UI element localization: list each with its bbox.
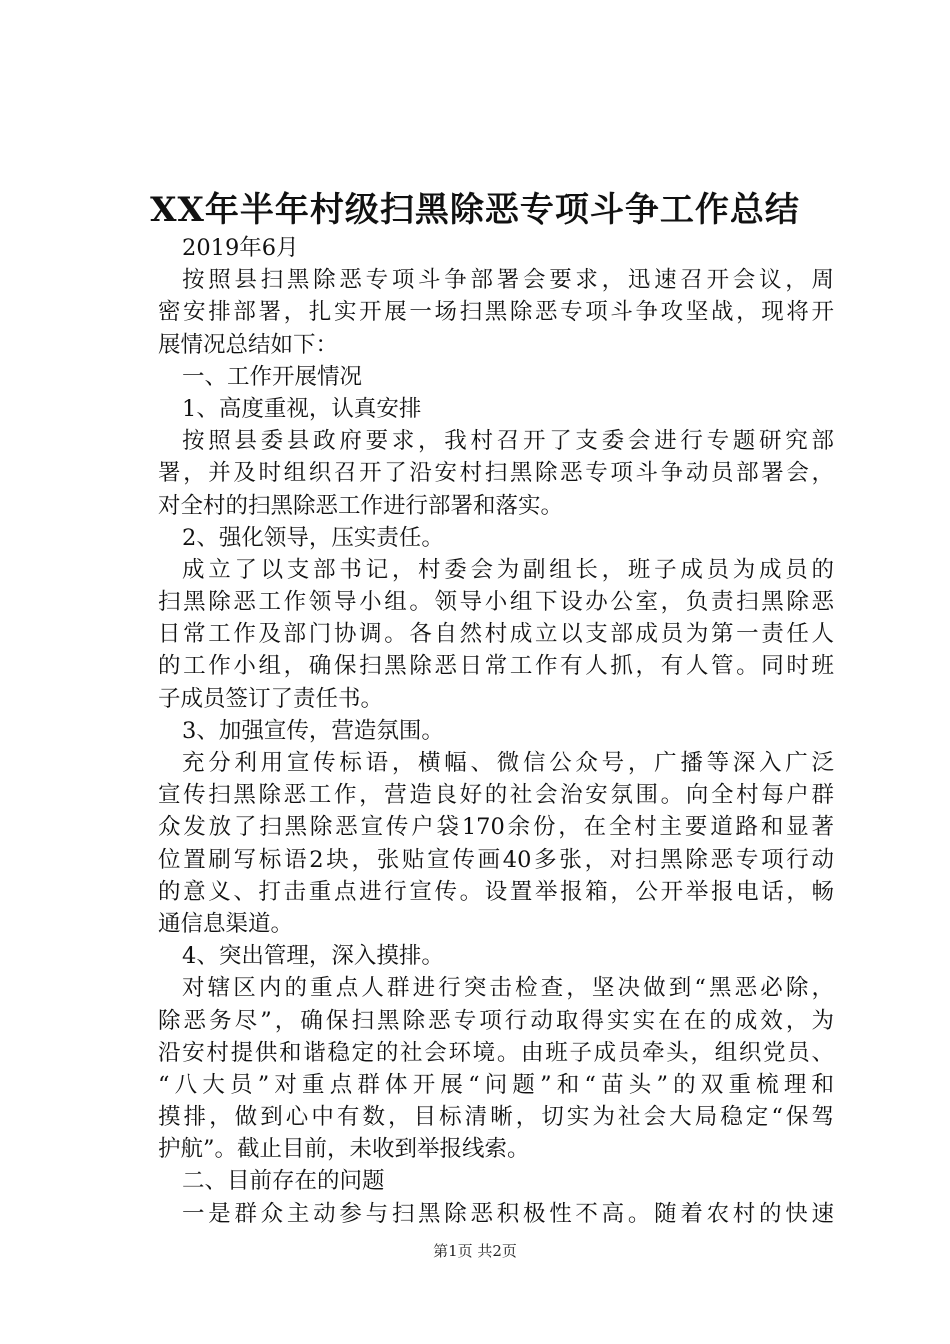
- text-line: 署，并及时组织召开了沿安村扫黑除恶专项斗争动员部署会，: [158, 460, 834, 487]
- text-line: 按照县扫黑除恶专项斗争部署会要求，迅速召开会议，周: [182, 267, 834, 294]
- text-line: 二、目前存在的问题: [182, 1168, 385, 1195]
- text-line: 宣传扫黑除恶工作，营造良好的社会治安氛围。向全村每户群: [158, 782, 834, 809]
- text-line: 的工作小组，确保扫黑除恶日常工作有人抓，有人管。同时班: [158, 653, 834, 680]
- text-line: 一、工作开展情况: [182, 363, 363, 390]
- text-line: 对全村的扫黑除恶工作进行部署和落实。: [158, 492, 564, 519]
- text-line: 的意义、打击重点进行宣传。设置举报箱，公开举报电话，畅: [158, 878, 834, 905]
- text-line: 一是群众主动参与扫黑除恶积极性不高。随着农村的快速: [182, 1200, 834, 1227]
- text-line: 2019年6月: [182, 235, 299, 261]
- text-line: 除恶务尽”，确保扫黑除恶专项行动取得实实在在的成效，为: [158, 1007, 834, 1034]
- text-line: 众发放了扫黑除恶宣传户袋170余份，在全村主要道路和显著: [158, 814, 834, 841]
- text-line: 日常工作及部门协调。各自然村成立以支部成员为第一责任人: [158, 621, 834, 648]
- text-line: 密安排部署，扎实开展一场扫黑除恶专项斗争攻坚战，现将开: [158, 299, 834, 326]
- text-line: 对辖区内的重点人群进行突击检查，坚决做到“黑恶必除，: [182, 975, 834, 1002]
- text-line: 护航”。截止目前，未收到举报线索。: [158, 1136, 530, 1163]
- text-line: 扫黑除恶工作领导小组。领导小组下设办公室，负责扫黑除恶: [158, 589, 834, 616]
- text-line: 充分利用宣传标语，横幅、微信公众号，广播等深入广泛: [182, 750, 834, 776]
- text-line: 位置刷写标语2块，张贴宣传画40多张，对扫黑除恶专项行动: [158, 846, 834, 873]
- text-line: 展情况总结如下：: [158, 331, 339, 358]
- text-line: 沿安村提供和谐稳定的社会环境。由班子成员牵头，组织党员、: [158, 1039, 834, 1066]
- text-line: 子成员签订了责任书。: [158, 685, 384, 712]
- text-line: 4、突出管理，深入摸排。: [182, 943, 444, 970]
- text-line: 成立了以支部书记，村委会为副组长，班子成员为成员的: [182, 556, 834, 583]
- document-body: [158, 232, 834, 1230]
- text-line: “八大员”对重点群体开展“问题”和“苗头”的双重梳理和: [158, 1071, 834, 1098]
- text-line: 按照县委县政府要求，我村召开了支委会进行专题研究部: [182, 428, 834, 455]
- text-line: 2、强化领导，压实责任。: [182, 524, 444, 551]
- document-title: XX年半年村级扫黑除恶专项斗争工作总结: [150, 190, 800, 230]
- text-line: 摸排，做到心中有数，目标清晰，切实为社会大局稳定“保驾: [158, 1104, 834, 1131]
- text-line: 通信息渠道。: [158, 910, 294, 937]
- text-line: 3、加强宣传，营造氛围。: [182, 717, 444, 744]
- text-line: 1、高度重视，认真安排: [182, 395, 422, 422]
- page-footer: 第1页 共2页: [433, 1242, 517, 1260]
